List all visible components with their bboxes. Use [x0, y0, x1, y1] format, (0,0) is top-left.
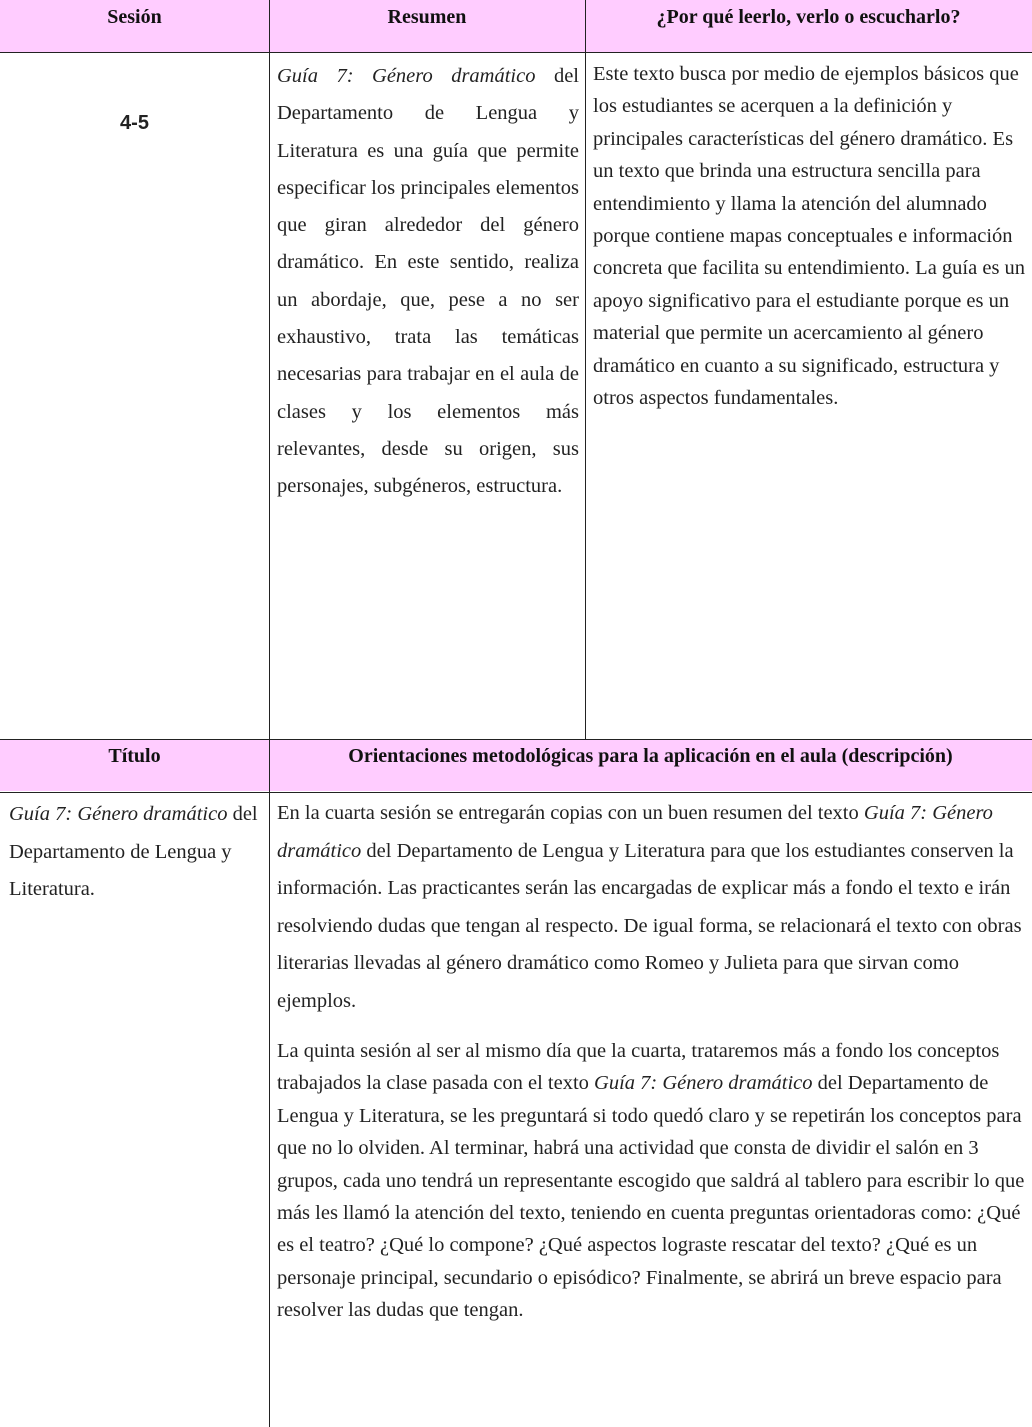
header-orientations: Orientaciones metodológicas para la aplicación en el aula (descripción)	[269, 739, 1032, 791]
orientations-text	[277, 795, 1029, 1327]
why-text: Este texto busca por medio de ejemplos básicos que los estudiantes se acerquen a la definición y principales características del género dramático. Es un texto que brinda una estructura sencilla para entendimiento y llama la atención del alumnado porque contiene mapas conceptuales e información concreta que facilita su entendimiento. La guía es un apoyo significativo para el estudiante porque es un material que permite un acercamiento al género dramático en cuanto a su significado, estructura y otros aspectos fundamentales.	[593, 63, 1026, 410]
table2-divider	[269, 739, 270, 1427]
summary-title: Guía 7: Género dramático	[277, 65, 536, 87]
header-title: Título	[0, 739, 269, 791]
table1-divider-2	[585, 0, 586, 739]
table1-divider-1	[269, 0, 270, 739]
summary-text: Guía 7: Género dramático del Departamento de Lengua y Literatura es una guía que permite especificar los principales elementos que giran alrededor del género dramático. En este sentido, realiza un abordaje, que, pese a no ser exhaustivo, trata las temáticas necesarias para trabajar en el aula de clases y los elementos más relevantes, desde su origen, sus personajes, subgéneros, estructura.	[277, 65, 579, 498]
table2-top-border	[0, 739, 1032, 740]
header-why: ¿Por qué leerlo, verlo o escucharlo?	[585, 0, 1032, 52]
table1-header-bottom-border	[0, 52, 1032, 53]
paragraph-session-5: La quinta sesión al ser al mismo día que la cuarta, trataremos más a fondo los conceptos trabajados la clase pasada con el texto Guía 7: Género dramático del Departamento de Lengua y Literatura, se les preguntará si todo quedó claro y se repetirán los conceptos para que no lo olviden. Al terminar, habrá una actividad que consta de dividir el salón en 3 grupos, cada uno tendrá un representante escogido que saldrá al tablero para escribir lo que más les llamó la atención del texto, teniendo en cuenta preguntas orientadoras como: ¿Qué es el teatro? ¿Qué lo compone? ¿Qué aspectos lograste rescatar del texto? ¿Qué es un personaje principal, secundario o episódico? Finalmente, se abrirá un breve espacio para resolver las dudas que tengan.	[277, 1040, 1025, 1322]
header-session: Sesión	[0, 0, 269, 52]
paragraph-session-4: En la cuarta sesión se entregarán copias con un buen resumen del texto Guía 7: Género dramático del Departamento de Lengua y Literatura para que los estudiantes conserven la información. Las practicantes serán las encargadas de explicar más a fondo el texto e irán resolviendo dudas que tengan al respecto. De igual forma, se relacionará el texto con obras literarias llevadas al género dramático como Romeo y Julieta para que sirvan como ejemplos.	[277, 802, 1022, 1012]
header-summary: Resumen	[269, 0, 585, 52]
session-number: 4-5	[120, 112, 149, 134]
title-cell: Guía 7: Género dramático del Departamento de Lengua y Literatura.	[9, 803, 258, 900]
table2-header-bottom-border	[0, 792, 1032, 793]
